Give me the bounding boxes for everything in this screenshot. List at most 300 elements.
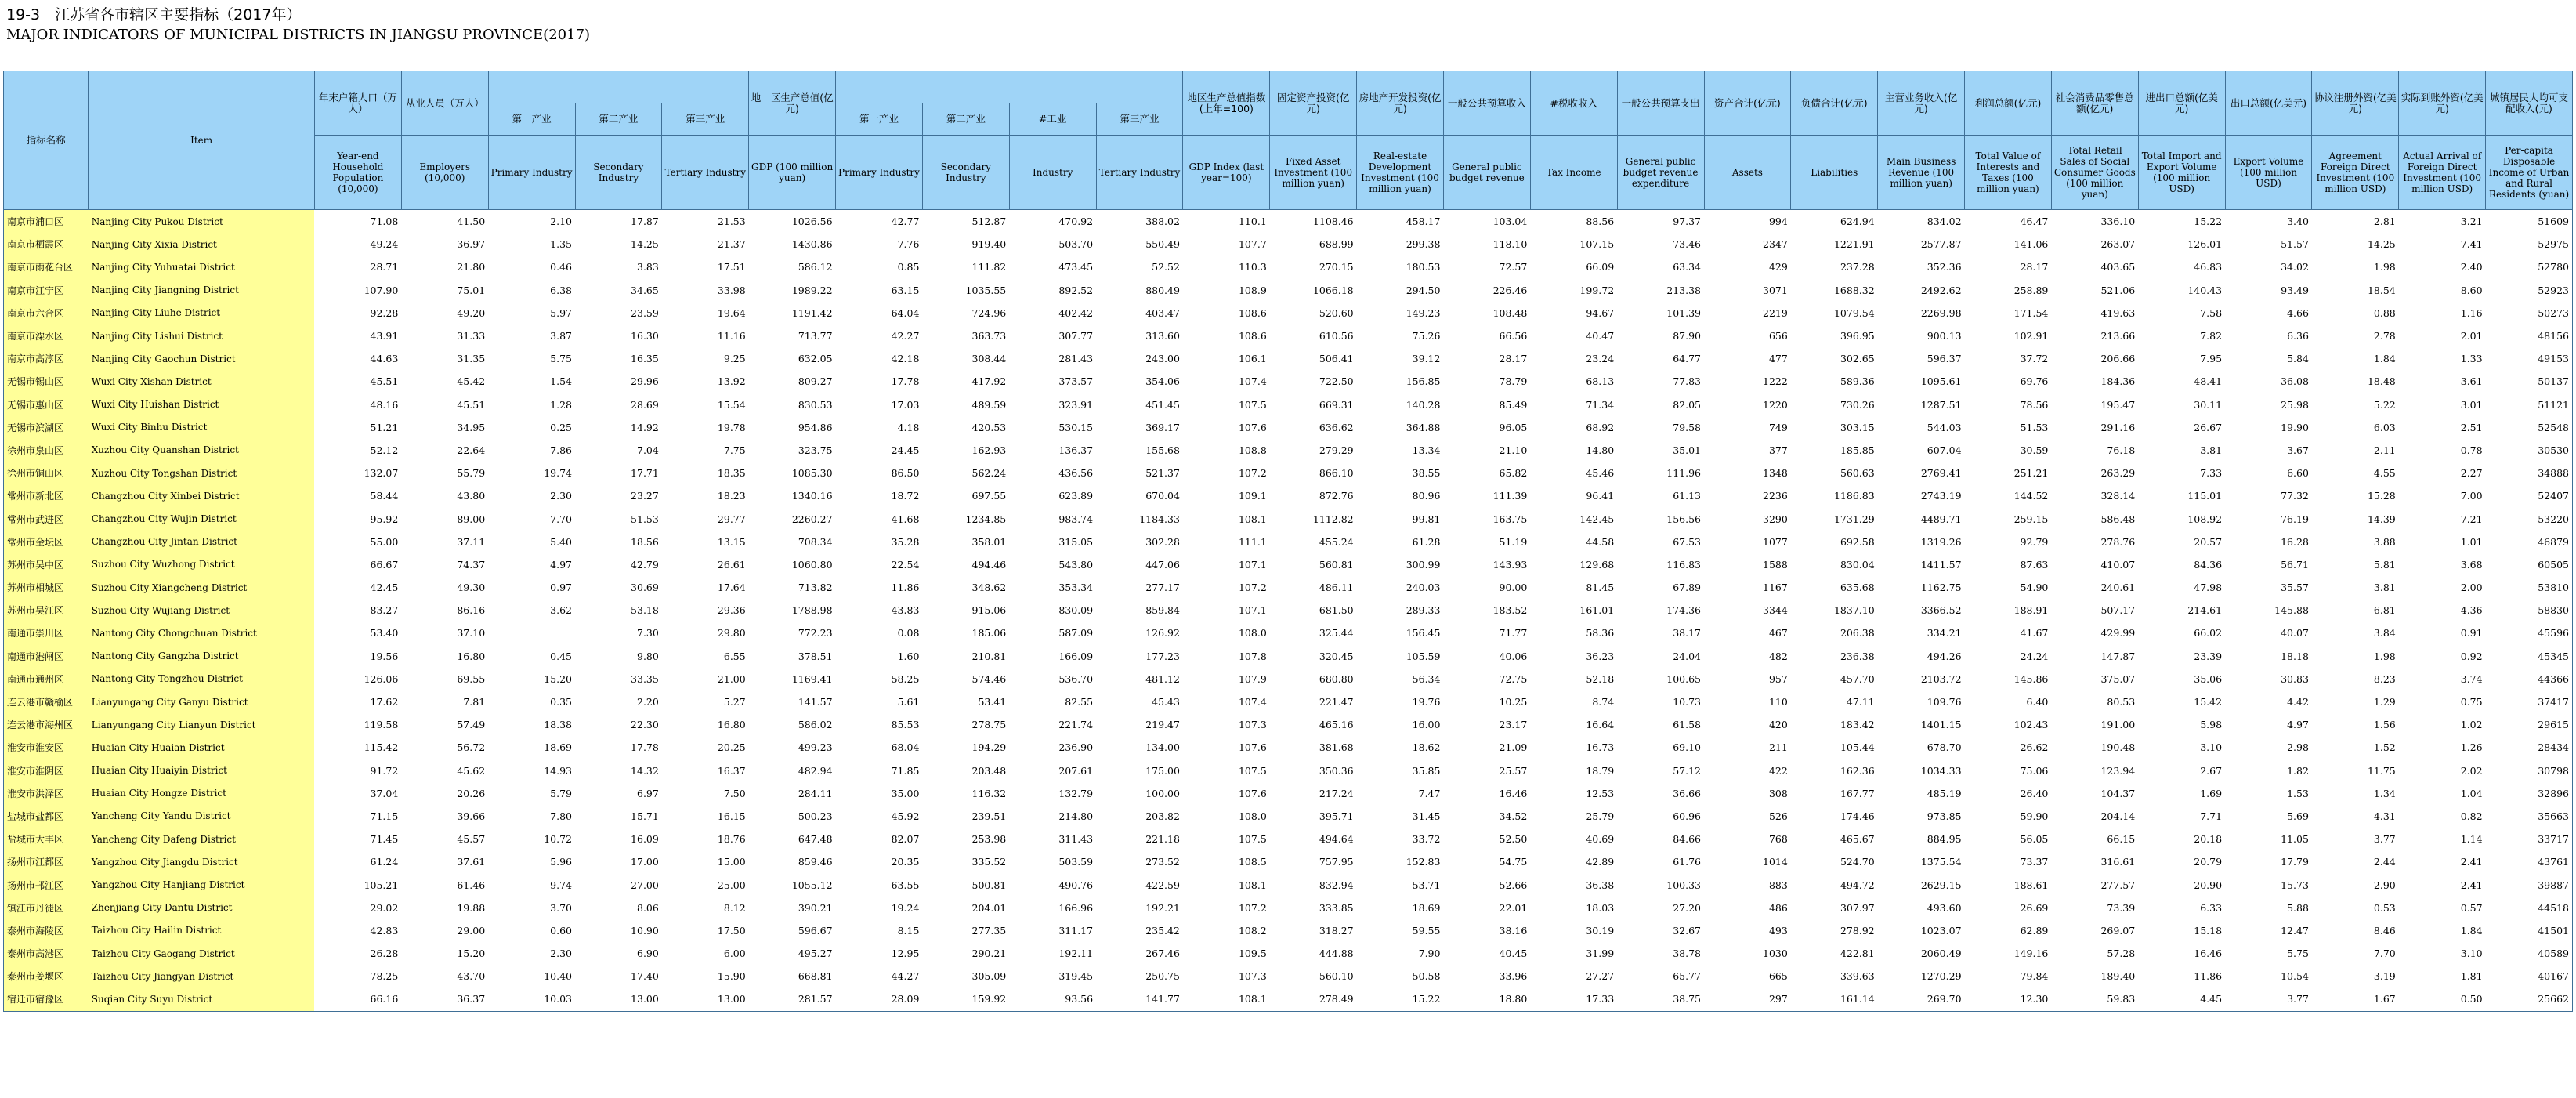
value-cell: 713.82 [798, 582, 833, 594]
value-cell: 219.47 [1145, 719, 1180, 731]
value-cell: 596.67 [798, 924, 833, 937]
value-cell: 10.54 [2281, 970, 2309, 983]
value-cell: 495.27 [798, 948, 833, 960]
value-cell: 33.35 [631, 672, 659, 685]
value-cell: 15.42 [2194, 696, 2223, 708]
value-cell: 485.19 [1927, 787, 1962, 799]
value-cell: 0.08 [897, 627, 920, 640]
value-cell: 107.5 [1238, 398, 1267, 411]
value-cell: 100.33 [1666, 879, 1701, 891]
table-row [4, 965, 2573, 987]
value-cell: 973.85 [1927, 810, 1962, 822]
value-cell: 15.71 [631, 810, 659, 822]
value-cell: 191.00 [2100, 719, 2136, 731]
header-gdp-tertiary-en [1096, 136, 1183, 210]
value-cell: 28.71 [370, 261, 399, 274]
value-cell: 866.10 [1319, 467, 1354, 480]
value-cell: 35663 [2486, 805, 2573, 828]
table-row [4, 484, 2573, 507]
value-cell: 221.47 [1319, 696, 1354, 708]
header-fixed-asset-zh: 固定资产投资(亿元) [1277, 91, 1350, 114]
value-cell: 68.04 [891, 741, 920, 754]
value-cell: 263.07 [2100, 238, 2136, 251]
value-cell: 53.40 [370, 627, 399, 640]
table-row [4, 462, 2573, 484]
header-trade [2138, 71, 2225, 136]
header-retail-zh: 社会消费品零售总额(亿元) [2055, 91, 2134, 114]
value-cell: 550.49 [1145, 238, 1180, 251]
value-cell: 110.3 [1238, 261, 1267, 274]
district-name-cell: 盐城市大丰区 [4, 828, 89, 850]
value-cell: 61.24 [370, 856, 399, 868]
header-trade-en [2138, 136, 2225, 210]
value-cell: 51609 [2486, 210, 2573, 234]
value-cell: 419.63 [2100, 306, 2136, 319]
district-item-cell: Nanjing City Xixia District [89, 233, 315, 255]
value-cell: 52407 [2486, 484, 2573, 507]
value-cell: 1026.56 [791, 216, 833, 228]
value-cell: 13.34 [1412, 444, 1441, 456]
value-cell: 422.59 [1145, 879, 1180, 891]
value-cell: 465.16 [1319, 719, 1354, 731]
value-cell: 206.66 [2100, 353, 2136, 365]
value-cell: 108.1 [1238, 513, 1267, 525]
value-cell: 3.77 [2373, 833, 2396, 846]
value-cell: 45.62 [457, 764, 486, 777]
value-cell: 44.27 [891, 970, 920, 983]
value-cell: 9.74 [550, 879, 572, 891]
value-cell: 21.80 [457, 261, 486, 274]
indicators-table [3, 71, 2573, 1012]
value-cell: 1035.55 [965, 284, 1007, 296]
header-real-estate [1357, 71, 1444, 136]
header-gdp [749, 71, 836, 136]
value-cell: 57.28 [2107, 948, 2136, 960]
header-fdi-actual [2399, 71, 2486, 136]
value-cell: 192.11 [1058, 948, 1094, 960]
value-cell: 17.40 [631, 970, 659, 983]
value-cell: 16.46 [1499, 787, 1528, 799]
value-cell: 64.77 [1673, 353, 1701, 365]
value-cell: 185.06 [971, 627, 1007, 640]
value-cell: 6.97 [637, 787, 659, 799]
header-liabilities-en-label: Liabilities [1811, 167, 1858, 178]
value-cell: 381.68 [1319, 741, 1354, 754]
table-row [4, 439, 2573, 462]
value-cell: 14.32 [631, 764, 659, 777]
value-cell: 5.98 [2200, 719, 2223, 731]
value-cell: 236.90 [1058, 741, 1094, 754]
value-cell: 26.67 [2194, 421, 2223, 433]
header-gdp-index [1183, 71, 1270, 136]
value-cell: 2.30 [550, 948, 572, 960]
value-cell: 1270.29 [1920, 970, 1962, 983]
header-item-label: Item [190, 135, 213, 146]
value-cell: 1055.12 [791, 879, 833, 891]
value-cell: 0.53 [2373, 901, 2396, 914]
value-cell: 2269.98 [1920, 306, 1962, 319]
value-cell: 1.29 [2373, 696, 2396, 708]
value-cell: 3.21 [2460, 216, 2483, 228]
value-cell: 107.7 [1238, 238, 1267, 251]
value-cell: 1319.26 [1920, 535, 1962, 548]
header-export [2225, 71, 2312, 136]
value-cell: 156.56 [1666, 513, 1701, 525]
value-cell: 62.89 [2020, 924, 2049, 937]
value-cell: 8.46 [2373, 924, 2396, 937]
header-assets-zh: 资产合计(亿元) [1714, 96, 1781, 109]
value-cell: 1162.75 [1920, 582, 1962, 594]
value-cell: 1.81 [2460, 970, 2483, 983]
value-cell: 350.36 [1319, 764, 1354, 777]
value-cell: 6.36 [2287, 330, 2309, 342]
value-cell: 297 [1704, 987, 1791, 1011]
value-cell: 82.07 [891, 833, 920, 846]
value-cell: 1287.51 [1920, 398, 1962, 411]
value-cell: 3.68 [2460, 558, 2483, 571]
value-cell: 708.34 [798, 535, 833, 548]
value-cell: 35.01 [1673, 444, 1701, 456]
value-cell: 42.77 [891, 216, 920, 228]
value-cell: 1.84 [2373, 353, 2396, 365]
value-cell: 2.44 [2373, 856, 2396, 868]
value-cell: 221.18 [1145, 833, 1180, 846]
header-gdp-tertiary [1096, 103, 1183, 136]
value-cell: 872.76 [1319, 490, 1354, 502]
value-cell: 26.40 [2020, 787, 2049, 799]
value-cell: 162.93 [971, 444, 1007, 456]
value-cell: 3.81 [2373, 582, 2396, 594]
value-cell: 20.25 [717, 741, 746, 754]
value-cell: 105.59 [1406, 650, 1441, 662]
value-cell: 30.83 [2281, 672, 2309, 685]
value-cell: 16.28 [2281, 535, 2309, 548]
value-cell: 1.54 [550, 375, 572, 388]
value-cell: 73.39 [2107, 901, 2136, 914]
table-row [4, 255, 2573, 278]
value-cell: 44.58 [1586, 535, 1615, 548]
value-cell: 15.20 [457, 948, 486, 960]
value-cell: 269.07 [2100, 924, 2136, 937]
value-cell: 42.83 [370, 924, 399, 937]
value-cell: 680.80 [1319, 672, 1354, 685]
value-cell: 180.53 [1406, 261, 1441, 274]
district-item-cell: Nanjing City Yuhuatai District [89, 255, 315, 278]
value-cell: 291.16 [2100, 421, 2136, 433]
value-cell: 111.96 [1666, 467, 1701, 480]
value-cell: 167.77 [1840, 787, 1875, 799]
value-cell: 364.88 [1406, 421, 1441, 433]
value-cell: 11.16 [717, 330, 746, 342]
value-cell: 184.36 [2100, 375, 2136, 388]
value-cell: 190.48 [2100, 741, 2136, 754]
table-row [4, 210, 2573, 234]
value-cell: 42.18 [891, 353, 920, 365]
value-cell: 7.04 [637, 444, 659, 456]
value-cell: 0.92 [2460, 650, 2483, 662]
value-cell: 1186.83 [1833, 490, 1875, 502]
value-cell: 18.79 [1586, 764, 1615, 777]
value-cell: 5.40 [550, 535, 572, 548]
value-cell: 1.26 [2460, 741, 2483, 754]
value-cell: 53.41 [978, 696, 1007, 708]
table-row [4, 645, 2573, 668]
value-cell: 13.15 [717, 535, 746, 548]
value-cell: 16.46 [2194, 948, 2223, 960]
header-income-en-label: Per-capita Disposable Income of Urban and Rural Residents (yuan) [2488, 145, 2570, 200]
value-cell: 281.57 [749, 987, 836, 1011]
value-cell: 99.81 [1412, 513, 1441, 525]
value-cell: 2347 [1763, 238, 1788, 251]
value-cell: 290.21 [971, 948, 1007, 960]
value-cell: 71.77 [1499, 627, 1528, 640]
value-cell: 49.20 [457, 306, 486, 319]
header-gdp-primary-en [836, 136, 923, 210]
value-cell: 697.55 [971, 490, 1007, 502]
value-cell: 149.16 [2013, 948, 2049, 960]
value-cell: 107.3 [1238, 970, 1267, 983]
value-cell: 1.53 [2287, 787, 2309, 799]
value-cell: 28.09 [836, 987, 923, 1011]
table-row [4, 668, 2573, 690]
value-cell: 544.03 [1927, 421, 1962, 433]
value-cell: 14.25 [2367, 238, 2396, 251]
value-cell: 27.00 [631, 879, 659, 891]
value-cell: 1.67 [2312, 987, 2399, 1011]
value-cell: 1411.57 [1920, 558, 1962, 571]
value-cell: 4.97 [550, 558, 572, 571]
value-cell: 20.18 [2194, 833, 2223, 846]
value-cell: 107.5 [1238, 833, 1267, 846]
value-cell: 7.30 [637, 627, 659, 640]
value-cell: 18.69 [1412, 901, 1441, 914]
value-cell: 37.11 [457, 535, 486, 548]
district-name-cell: 苏州市相城区 [4, 576, 89, 599]
value-cell: 52.66 [1499, 879, 1528, 891]
value-cell: 132.79 [1058, 787, 1094, 799]
district-item-cell: Wuxi City Huishan District [89, 393, 315, 416]
value-cell: 7.00 [2460, 490, 2483, 502]
value-cell: 512.87 [971, 216, 1007, 228]
value-cell: 33.98 [717, 284, 746, 296]
district-item-cell: Wuxi City Binhu District [89, 416, 315, 439]
value-cell: 319.45 [1058, 970, 1094, 983]
value-cell: 7.70 [2373, 948, 2396, 960]
value-cell: 85.53 [891, 719, 920, 731]
value-cell: 51.21 [370, 421, 399, 433]
value-cell: 2492.62 [1920, 284, 1962, 296]
header-population-en-label: Year-end Household Population (10,000) [332, 150, 384, 194]
value-cell: 110 [1768, 696, 1788, 708]
header-fdi-agreement [2312, 71, 2399, 136]
value-cell: 23.39 [2194, 650, 2223, 662]
value-cell: 14.25 [631, 238, 659, 251]
value-cell: 94.67 [1586, 306, 1615, 319]
value-cell: 37.61 [457, 856, 486, 868]
value-cell: 28.69 [631, 398, 659, 411]
header-budget-expenditure-en [1617, 136, 1704, 210]
district-name-cell: 镇江市丹徒区 [4, 897, 89, 919]
value-cell: 2.41 [2460, 879, 2483, 891]
value-cell: 809.27 [798, 375, 833, 388]
value-cell: 1.04 [2460, 787, 2483, 799]
value-cell: 23.59 [631, 306, 659, 319]
value-cell: 455.24 [1319, 535, 1354, 548]
value-cell: 53.71 [1412, 879, 1441, 891]
value-cell: 42.89 [1586, 856, 1615, 868]
header-gdp-sectors [836, 71, 1183, 103]
header-fdi-actual-zh: 实际到账外资(亿美元) [2401, 91, 2484, 114]
district-item-cell: Nanjing City Pukou District [89, 210, 315, 234]
value-cell: 161.14 [1791, 987, 1878, 1011]
value-cell: 1375.54 [1920, 856, 1962, 868]
value-cell: 410.07 [2100, 558, 2136, 571]
value-cell: 16.09 [631, 833, 659, 846]
header-profit [1965, 71, 2052, 136]
value-cell: 5.27 [723, 696, 746, 708]
value-cell: 499.23 [798, 741, 833, 754]
header-fixed-asset [1270, 71, 1357, 136]
value-cell: 647.48 [798, 833, 833, 846]
value-cell: 457.70 [1840, 672, 1875, 685]
value-cell: 25.79 [1586, 810, 1615, 822]
value-cell: 108.6 [1238, 330, 1267, 342]
value-cell: 323.75 [798, 444, 833, 456]
value-cell: 388.02 [1145, 216, 1180, 228]
value-cell: 994 [1768, 216, 1788, 228]
header-budget-revenue [1443, 71, 1530, 136]
value-cell: 1191.42 [791, 306, 833, 319]
value-cell: 23.17 [1499, 719, 1528, 731]
value-cell: 53.18 [631, 604, 659, 617]
value-cell: 26.28 [370, 948, 399, 960]
value-cell: 29615 [2486, 713, 2573, 736]
value-cell: 7.50 [723, 787, 746, 799]
value-cell: 36.23 [1586, 650, 1615, 662]
value-cell: 52548 [2486, 416, 2573, 439]
value-cell: 17.03 [891, 398, 920, 411]
value-cell: 339.63 [1840, 970, 1875, 983]
value-cell: 772.23 [798, 627, 833, 640]
district-name-cell: 南京市雨花台区 [4, 255, 89, 278]
value-cell: 56.05 [2020, 833, 2049, 846]
value-cell: 6.33 [2200, 901, 2223, 914]
value-cell: 6.40 [2026, 696, 2049, 708]
value-cell: 299.38 [1406, 238, 1441, 251]
district-name-cell: 徐州市泉山区 [4, 439, 89, 462]
value-cell: 10.25 [1499, 696, 1528, 708]
value-cell: 1.01 [2460, 535, 2483, 548]
value-cell: 108.0 [1238, 627, 1267, 640]
district-item-cell: Changzhou City Jintan District [89, 531, 315, 553]
value-cell: 107.4 [1238, 696, 1267, 708]
value-cell: 2260.27 [791, 513, 833, 525]
table-row [4, 690, 2573, 713]
value-cell: 237.28 [1840, 261, 1875, 274]
value-cell: 204.01 [971, 901, 1007, 914]
district-name-cell: 常州市金坛区 [4, 531, 89, 553]
district-item-cell: Suzhou City Wuzhong District [89, 553, 315, 576]
table-row [4, 347, 2573, 370]
value-cell: 163.75 [1492, 513, 1528, 525]
value-cell: 7.71 [2200, 810, 2223, 822]
value-cell: 3.10 [2200, 741, 2223, 754]
value-cell: 35.00 [891, 787, 920, 799]
header-profit-en-label: Total Value of Interests and Taxes (100 million yuan) [1975, 150, 2041, 194]
district-item-cell: Suqian City Suyu District [89, 987, 315, 1011]
value-cell: 38.17 [1673, 627, 1701, 640]
header-gdp-secondary-zh: 第二产业 [946, 113, 986, 125]
value-cell: 21.37 [717, 238, 746, 251]
value-cell: 353.34 [1058, 582, 1094, 594]
value-cell: 2577.87 [1920, 238, 1962, 251]
value-cell: 278.49 [1270, 987, 1357, 1011]
value-cell: 318.27 [1319, 924, 1354, 937]
value-cell: 54.75 [1499, 856, 1528, 868]
value-cell: 624.94 [1840, 216, 1875, 228]
table-row [4, 759, 2573, 782]
value-cell: 107.3 [1238, 719, 1267, 731]
district-name-cell: 苏州市吴中区 [4, 553, 89, 576]
header-profit-en [1965, 136, 2052, 210]
value-cell: 204.14 [2100, 810, 2136, 822]
value-cell: 880.49 [1145, 284, 1180, 296]
value-cell: 521.37 [1145, 467, 1180, 480]
value-cell: 1.69 [2200, 787, 2223, 799]
value-cell: 2.11 [2373, 444, 2396, 456]
value-cell: 177.23 [1145, 650, 1180, 662]
value-cell: 16.30 [631, 330, 659, 342]
value-cell: 45.43 [1152, 696, 1180, 708]
value-cell: 313.60 [1145, 330, 1180, 342]
value-cell: 185.85 [1840, 444, 1875, 456]
value-cell: 61.13 [1673, 490, 1701, 502]
value-cell: 315.05 [1058, 535, 1094, 548]
value-cell: 42.79 [631, 558, 659, 571]
value-cell: 3.67 [2287, 444, 2309, 456]
value-cell: 46.83 [2194, 261, 2223, 274]
district-name-cell: 泰州市海陵区 [4, 919, 89, 942]
value-cell: 8.74 [1592, 696, 1615, 708]
district-name-cell: 常州市新北区 [4, 484, 89, 507]
value-cell: 19.64 [717, 306, 746, 319]
value-cell: 23.27 [631, 490, 659, 502]
value-cell: 681.50 [1319, 604, 1354, 617]
value-cell: 28.17 [2020, 261, 2049, 274]
value-cell: 23.24 [1586, 353, 1615, 365]
data-sheet [3, 71, 2573, 1012]
value-cell: 55.00 [370, 535, 399, 548]
header-gdp-secondary-en [922, 136, 1009, 210]
value-cell: 34.95 [457, 421, 486, 433]
value-cell: 41.68 [891, 513, 920, 525]
value-cell: 30.59 [2020, 444, 2049, 456]
value-cell: 0.75 [2460, 696, 2483, 708]
value-cell: 429.99 [2100, 627, 2136, 640]
value-cell: 92.28 [370, 306, 399, 319]
value-cell: 656 [1768, 330, 1788, 342]
value-cell: 100.00 [1145, 787, 1180, 799]
value-cell: 530.15 [1058, 421, 1094, 433]
value-cell: 4.97 [2287, 719, 2309, 731]
value-cell: 481.12 [1145, 672, 1180, 685]
value-cell: 106.1 [1238, 353, 1267, 365]
table-row [4, 873, 2573, 896]
value-cell: 18.48 [2367, 375, 2396, 388]
value-cell: 102.43 [2013, 719, 2049, 731]
value-cell: 16.15 [717, 810, 746, 822]
header-fdi-agreement-en-label: Agreement Foreign Direct Investment (100 million USD) [2316, 150, 2395, 194]
